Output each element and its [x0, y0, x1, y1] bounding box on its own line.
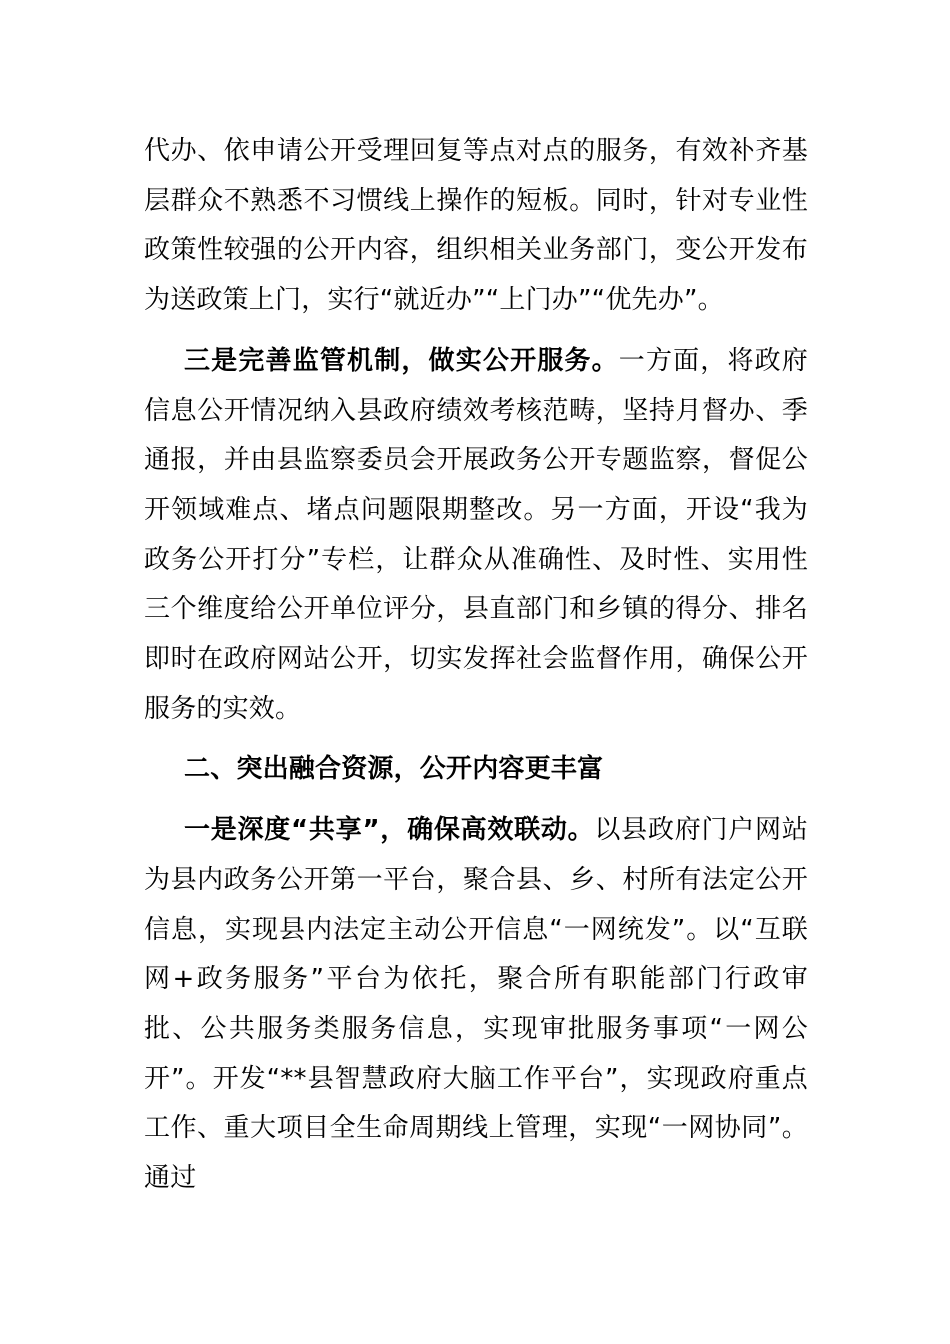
- paragraph-text: 一方面，将政府信息公开情况纳入县政府绩效考核范畴，坚持月督办、季通报，并由县监察委员会开展政务公开专题监察，督促公开领域难点、堵点问题限期整改。另一方面，开设“我为政务公开打分”专栏，让群众从准确性、及时性、实用性三个维度给公开单位评分，县直部门和乡镇的得分、排名即时在政府网站公开，切实发挥社会监督作用，确保公开服务的实效。: [144, 345, 808, 724]
- section-heading: 二、突出融合资源，公开内容更丰富: [184, 754, 604, 785]
- paragraph-text: 以县政府门户网站为县内政务公开第一平台，聚合县、乡、村所有法定公开信息，实现县内法定主动公开信息“一网统发”。以“互联网+政务服务”平台为依托，聚合所有职能部门行政审批、公共服务类服务信息，实现审批服务事项“一网公开”。开发“**县智慧政府大脑工作平台”，实现政府重点工作、重大项目全生命周期线上管理，实现“一网协同”。通过: [144, 815, 808, 1194]
- paragraph-lead: 三是完善监管机制，做实公开服务。: [184, 345, 619, 376]
- paragraph-service-continuation: [144, 127, 808, 326]
- paragraph-lead: 一是深度“共享”，确保高效联动。: [184, 815, 595, 846]
- paragraph-sharing: [144, 806, 808, 1204]
- paragraph-text: 代办、依申请公开受理回复等点对点的服务，有效补齐基层群众不熟悉不习惯线上操作的短板。同时，针对专业性政策性较强的公开内容，组织相关业务部门，变公开发布为送政策上门，实行“就近办”“上门办”“优先办”。: [144, 136, 808, 316]
- paragraph-supervision: [144, 337, 808, 735]
- document-body: [144, 127, 808, 1204]
